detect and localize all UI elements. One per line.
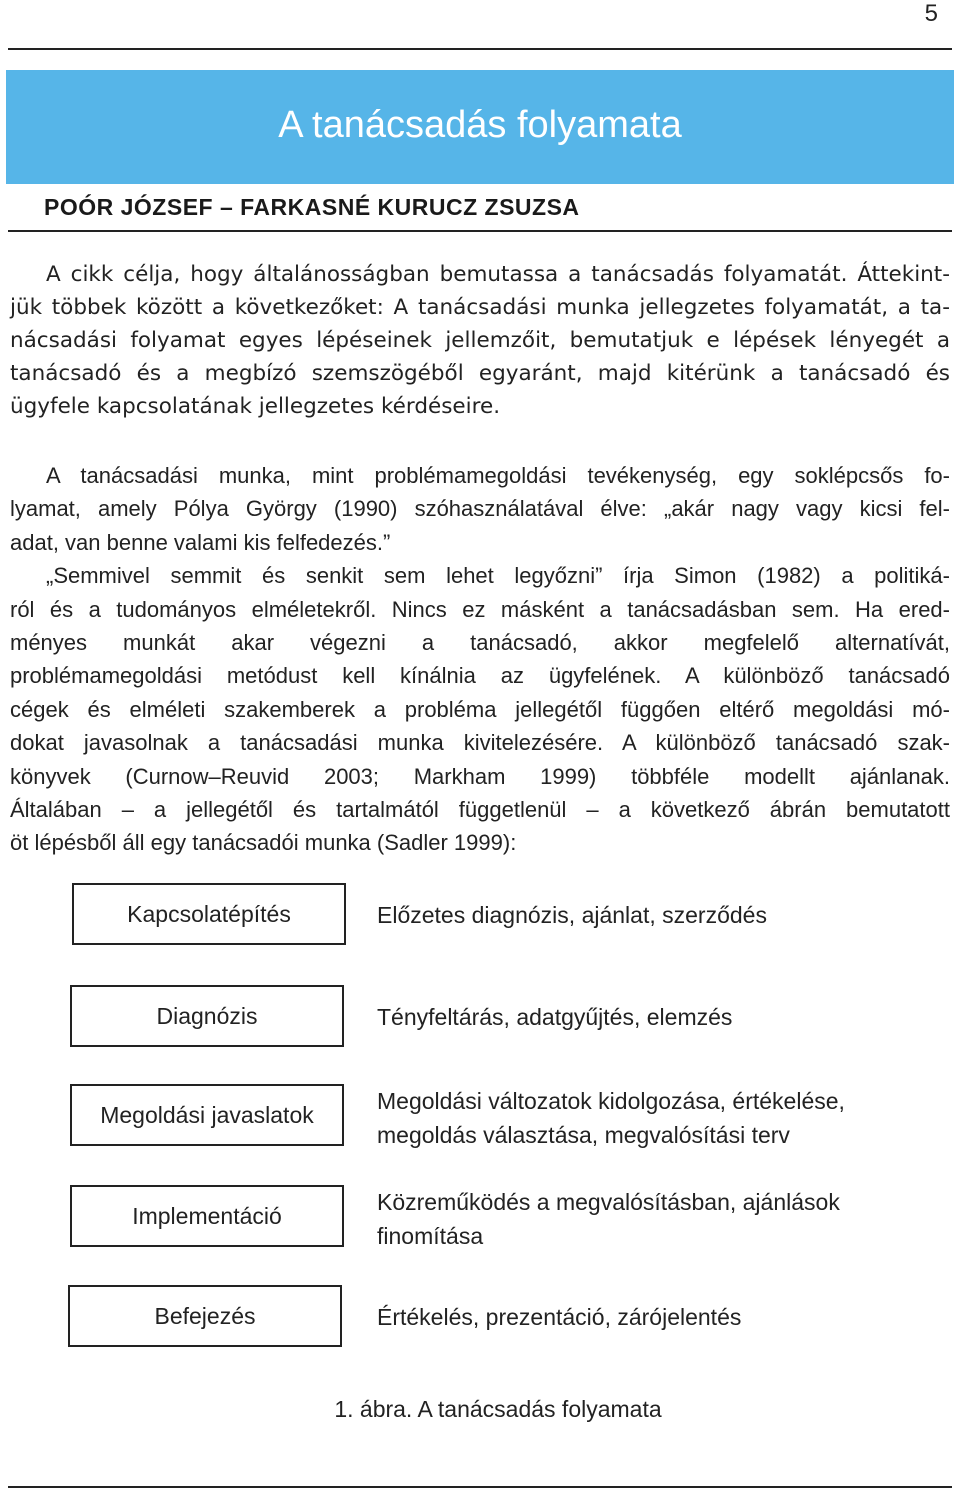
step-description-line: megoldás választása, megvalósítási terv xyxy=(377,1122,790,1148)
step-label: Kapcsolatépítés xyxy=(127,900,291,927)
body-line: Általában – a jellegétől és tartalmától függetlenül – a következő ábrán bemutatott xyxy=(10,797,950,823)
abstract-line: jük többek között a következőket: A tanácsadási munka jellegzetes folyamatát, a ta- xyxy=(10,295,950,320)
step-box-befejezes xyxy=(68,1285,342,1347)
body-line: dokat javasolnak a tanácsadási munka kivitelezésére. A különböző tanácsadó szak- xyxy=(10,730,950,756)
abstract-line: nácsadási folyamat egyes lépéseinek jellemzőit, bemutatjuk e lépések lényegét a xyxy=(10,328,950,353)
page-number: 5 xyxy=(924,0,938,27)
step-description-line: Értékelés, prezentáció, zárójelentés xyxy=(377,1304,742,1330)
abstract-line: tanácsadó és a megbízó szemszögéből egyaránt, majd kitérünk a tanácsadó és xyxy=(10,361,950,386)
step-box-diagnozis xyxy=(70,985,344,1047)
body-line: öt lépésből áll egy tanácsadói munka (Sadler 1999): xyxy=(10,830,517,856)
step-description-line: finomítása xyxy=(377,1223,484,1249)
step-label: Implementáció xyxy=(132,1202,282,1229)
step-description-line: Tényfeltárás, adatgyűjtés, elemzés xyxy=(377,1004,733,1030)
body-line: adat, van benne valami kis felfedezés.” xyxy=(10,529,391,555)
authors: POÓR JÓZSEF – FARKASNÉ KURUCZ ZSUZSA xyxy=(44,194,580,220)
bottom-rule xyxy=(8,1486,952,1488)
figure-caption: 1. ábra. A tanácsadás folyamata xyxy=(334,1396,662,1422)
body-line: ményes munkát akar végezni a tanácsadó, akkor megfelelő alternatívát, xyxy=(10,630,950,656)
step-description xyxy=(377,898,767,932)
body-text xyxy=(10,459,950,860)
body-line: ról és a tudományos elméletekről. Nincs ez másként a tanácsadásban sem. Ha ered- xyxy=(10,596,950,622)
step-description-line: Közreműködés a megvalósításban, ajánlások xyxy=(377,1189,840,1215)
abstract xyxy=(10,258,950,423)
step-description xyxy=(377,1000,732,1034)
step-description xyxy=(377,1084,845,1152)
step-label: Diagnózis xyxy=(156,1002,258,1029)
step-description-line: Megoldási változatok kidolgozása, értékelése, xyxy=(377,1088,845,1114)
body-line: cégek és elméleti szakemberek a probléma jellegétől függően eltérő megoldási mó- xyxy=(10,696,950,722)
step-box-kapcsolatepites xyxy=(72,883,346,945)
abstract-line: ügyfele kapcsolatának jellegzetes kérdéseire. xyxy=(10,394,501,419)
step-description xyxy=(377,1185,840,1253)
step-label: Megoldási javaslatok xyxy=(100,1101,314,1128)
step-description-line: Előzetes diagnózis, ajánlat, szerződés xyxy=(377,902,767,928)
step-description xyxy=(377,1300,741,1334)
step-box-implementacio xyxy=(70,1185,344,1247)
step-box-megoldasi-javaslatok xyxy=(70,1084,344,1146)
body-line: problémamegoldási metódust kell kínálnia az ügyfelének. A különböző tanácsadó xyxy=(10,663,950,689)
body-line: lyamat, amely Pólya György (1990) szóhasználatával élve: „akár nagy vagy kicsi fel- xyxy=(10,496,950,522)
body-line: könyvek (Curnow–Reuvid 2003; Markham 1999) többféle modellt ajánlanak. xyxy=(10,763,950,789)
body-line: A tanácsadási munka, mint problémamegoldási tevékenység, egy soklépcsős fo- xyxy=(46,463,950,488)
top-rule xyxy=(8,48,952,50)
abstract-line: A cikk célja, hogy általánosságban bemutassa a tanácsadás folyamatát. Áttekint- xyxy=(46,262,950,287)
body-line: „Semmivel semmit és senkit sem lehet legyőzni” írja Simon (1982) a politiká- xyxy=(46,563,950,589)
step-label: Befejezés xyxy=(154,1302,256,1329)
authors-rule xyxy=(8,230,952,232)
article-title: A tanácsadás folyamata xyxy=(278,104,682,146)
